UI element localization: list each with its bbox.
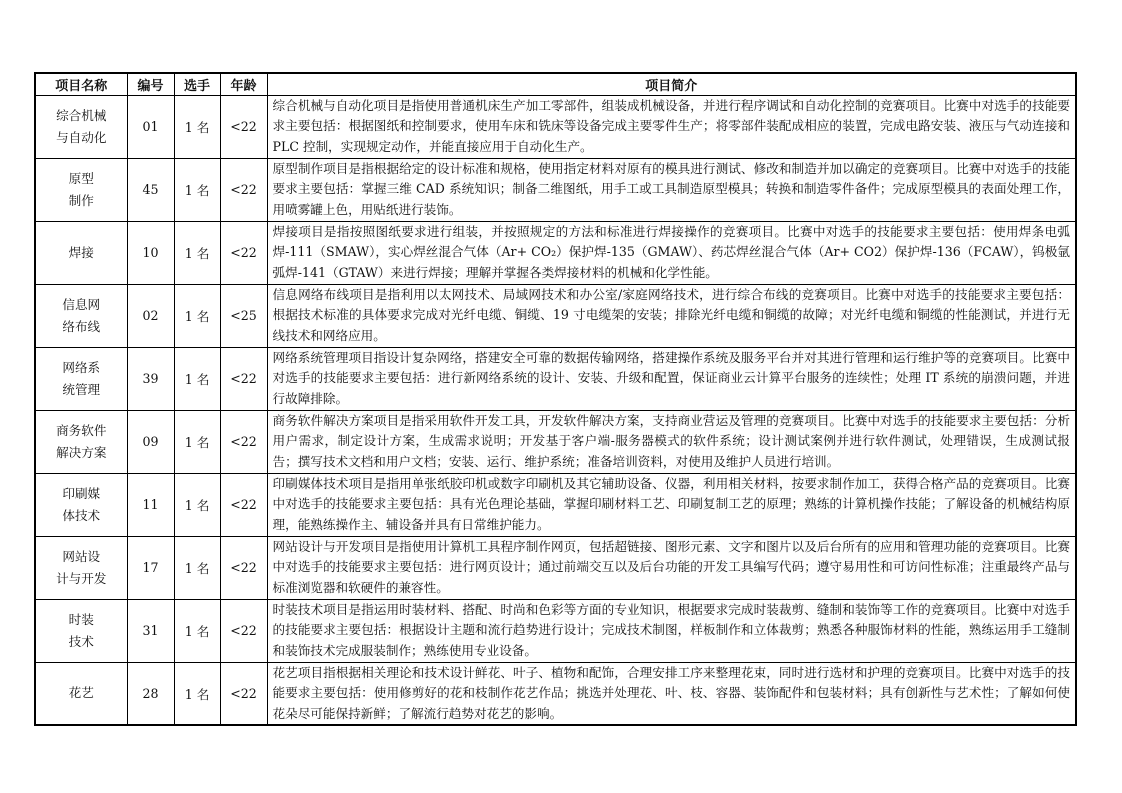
cell-age: <22 xyxy=(220,662,267,725)
table-row xyxy=(35,536,1076,599)
table-header xyxy=(35,73,1076,95)
cell-age: <22 xyxy=(220,158,267,221)
table-row xyxy=(35,473,1076,536)
cell-age: <22 xyxy=(220,347,267,410)
cell-project-name: 印刷媒 体技术 xyxy=(35,473,127,536)
cell-age: <22 xyxy=(220,95,267,158)
cell-project-name: 网站设 计与开发 xyxy=(35,536,127,599)
cell-intro: 原型制作项目是指根据给定的设计标准和规格，使用指定材料对原有的模具进行测试、修改和制造并加以确定的竞赛项目。比赛中对选手的技能要求主要包括：掌握三维 CAD 系统知识；制备二维图纸，用手工或工具制造原型模具；转换和制造零件备件；完成原型模具的表面处理工作，用喷雾罐上色，用贴纸进行装饰。 xyxy=(267,158,1076,221)
cell-age: <22 xyxy=(220,473,267,536)
cell-intro: 商务软件解决方案项目是指采用软件开发工具，开发软件解决方案，支持商业营运及管理的竞赛项目。比赛中对选手的技能要求主要包括：分析用户需求，制定设计方案，生成需求说明；开发基于客户端-服务器模式的软件系统；设计测试案例并进行软件测试，处理错误，生成测试报告；撰写技术文档和用户文档；安装、运行、维护系统；准备培训资料，对使用及维护人员进行培训。 xyxy=(267,410,1076,473)
cell-age: <22 xyxy=(220,599,267,662)
table-row xyxy=(35,95,1076,158)
table-row xyxy=(35,158,1076,221)
cell-players: 1 名 xyxy=(174,347,220,410)
cell-code: 39 xyxy=(127,347,174,410)
table-row xyxy=(35,410,1076,473)
cell-players: 1 名 xyxy=(174,599,220,662)
cell-intro: 焊接项目是指按照图纸要求进行组装，并按照规定的方法和标准进行焊接操作的竞赛项目。比赛中对选手的技能要求主要包括：使用焊条电弧焊-111（SMAW），实心焊丝混合气体（Ar+ CO₂）保护焊-135（GMAW）、药芯焊丝混合气体（Ar+ CO2）保护焊-136（FCAW），钨极氩弧焊-141（GTAW）来进行焊接；理解并掌握各类焊接材料的机械和化学性能。 xyxy=(267,221,1076,284)
cell-age: <22 xyxy=(220,410,267,473)
cell-intro: 网站设计与开发项目是指使用计算机工具程序制作网页，包括超链接、图形元素、文字和图片以及后台所有的应用和管理功能的竞赛项目。比赛中对选手的技能要求主要包括：进行网页设计；通过前端交互以及后台功能的开发工具编写代码；遵守易用性和可访问性标准；注重最终产品与标准浏览器和软硬件的兼容性。 xyxy=(267,536,1076,599)
cell-code: 31 xyxy=(127,599,174,662)
cell-players: 1 名 xyxy=(174,158,220,221)
cell-intro: 综合机械与自动化项目是指使用普通机床生产加工零部件，组装成机械设备，并进行程序调试和自动化控制的竞赛项目。比赛中对选手的技能要求主要包括：根据图纸和控制要求，使用车床和铣床等设备完成主要零件生产；将零部件装配成相应的装置，完成电路安装、液压与气动连接和 PLC 控制，实现规定动作，并能直接应用于自动化生产。 xyxy=(267,95,1076,158)
cell-players: 1 名 xyxy=(174,473,220,536)
cell-project-name: 网络系 统管理 xyxy=(35,347,127,410)
cell-code: 28 xyxy=(127,662,174,725)
table-row xyxy=(35,599,1076,662)
table-row xyxy=(35,221,1076,284)
cell-project-name: 花艺 xyxy=(35,662,127,725)
table-row xyxy=(35,662,1076,725)
cell-code: 02 xyxy=(127,284,174,347)
cell-players: 1 名 xyxy=(174,284,220,347)
cell-players: 1 名 xyxy=(174,662,220,725)
header-code: 编号 xyxy=(127,73,174,95)
cell-code: 11 xyxy=(127,473,174,536)
cell-players: 1 名 xyxy=(174,95,220,158)
cell-age: <22 xyxy=(220,536,267,599)
cell-age: <25 xyxy=(220,284,267,347)
cell-project-name: 原型 制作 xyxy=(35,158,127,221)
cell-intro: 网络系统管理项目指设计复杂网络，搭建安全可靠的数据传输网络，搭建操作系统及服务平台并对其进行管理和运行维护等的竞赛项目。比赛中对选手的技能要求主要包括：进行新网络系统的设计、安装、升级和配置，保证商业云计算平台服务的连续性；处理 IT 系统的崩溃问题，并进行故障排除。 xyxy=(267,347,1076,410)
cell-intro: 印刷媒体技术项目是指用单张纸胶印机或数字印刷机及其它辅助设备、仪器，利用相关材料，按要求制作加工，获得合格产品的竞赛项目。比赛中对选手的技能要求主要包括：具有光色理论基础，掌握印刷材料工艺、印刷复制工艺的原理；熟练的计算机操作技能；了解设备的机械结构原理，能熟练操作主、辅设备并具有日常维护能力。 xyxy=(267,473,1076,536)
cell-players: 1 名 xyxy=(174,536,220,599)
table-row xyxy=(35,284,1076,347)
cell-age: <22 xyxy=(220,221,267,284)
competition-items-table xyxy=(34,72,1077,726)
table-body xyxy=(35,95,1076,725)
cell-project-name: 综合机械 与自动化 xyxy=(35,95,127,158)
header-row xyxy=(35,73,1076,95)
cell-players: 1 名 xyxy=(174,221,220,284)
header-project-name: 项目名称 xyxy=(35,73,127,95)
cell-intro: 时装技术项目是指运用时装材料、搭配、时尚和色彩等方面的专业知识，根据要求完成时装裁剪、缝制和装饰等工作的竞赛项目。比赛中对选手的技能要求主要包括：根据设计主题和流行趋势进行设计；完成技术制图，样板制作和立体裁剪；熟悉各种服饰材料的性能，熟练运用手工缝制和装饰技术完成服装制作；熟练使用专业设备。 xyxy=(267,599,1076,662)
cell-code: 09 xyxy=(127,410,174,473)
header-age: 年龄 xyxy=(220,73,267,95)
cell-code: 01 xyxy=(127,95,174,158)
cell-players: 1 名 xyxy=(174,410,220,473)
cell-project-name: 焊接 xyxy=(35,221,127,284)
cell-project-name: 商务软件 解决方案 xyxy=(35,410,127,473)
cell-code: 17 xyxy=(127,536,174,599)
cell-intro: 信息网络布线项目是指利用以太网技术、局域网技术和办公室/家庭网络技术，进行综合布线的竞赛项目。比赛中对选手的技能要求主要包括：根据技术标准的具体要求完成对光纤电缆、铜缆、19 寸电缆架的安装；排除光纤电缆和铜缆的故障；对光纤电缆和铜缆的性能测试，并进行无线技术和网络应用。 xyxy=(267,284,1076,347)
cell-code: 10 xyxy=(127,221,174,284)
cell-intro: 花艺项目指根据相关理论和技术设计鲜花、叶子、植物和配饰，合理安排工序来整理花束，同时进行选材和护理的竞赛项目。比赛中对选手的技能要求主要包括：使用修剪好的花和枝制作花艺作品；挑选并处理花、叶、枝、容器、装饰配件和包装材料；具有创新性与艺术性；了解如何使花朵尽可能保持新鲜；了解流行趋势对花艺的影响。 xyxy=(267,662,1076,725)
cell-code: 45 xyxy=(127,158,174,221)
cell-project-name: 时装 技术 xyxy=(35,599,127,662)
header-players: 选手 xyxy=(174,73,220,95)
header-intro: 项目简介 xyxy=(267,73,1076,95)
cell-project-name: 信息网 络布线 xyxy=(35,284,127,347)
table-row xyxy=(35,347,1076,410)
